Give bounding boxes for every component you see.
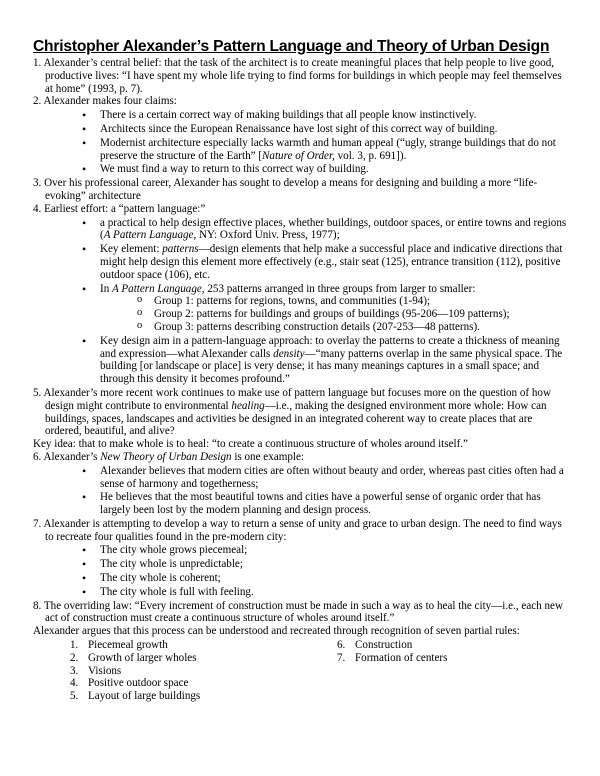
key-idea: Key idea: that to make whole is to heal: “to create a continuous structure of wholes around itself.”: [33, 438, 468, 451]
point-6-list: [33, 465, 567, 517]
point-1: 1. Alexander’s central belief: that the task of the architect is to create meaningful places that help people to live good, productive lives: “I have spent my whole life trying to find forms for buildings in which people may feel themselves at home” (1993, p. 7).: [33, 57, 562, 95]
list-item: • We must find a way to return to this correct way of building.: [100, 163, 567, 176]
point-4-list: [33, 217, 567, 386]
rule-item: 1. Piecemeal growth: [70, 639, 168, 652]
rules-left-column: [33, 639, 333, 703]
rules-list-right: [333, 639, 563, 665]
group-item: o Group 1: patterns for regions, towns, and communities (1-94);: [154, 295, 567, 308]
rule-item: 4. Positive outdoor space: [70, 677, 189, 690]
list-item: • Architects since the European Renaissance have lost sight of this correct way of building.: [100, 123, 567, 136]
list-item: • Alexander believes that modern cities are often without beauty and order, whereas past cities often had a sense of harmony and togetherness;: [100, 465, 567, 491]
list-item: • He believes that the most beautiful towns and cities have a powerful sense of organic order that has largely been lost by the modern planning and design process.: [100, 491, 567, 517]
rules-right-column: [333, 639, 563, 703]
point-7-list: [33, 544, 567, 598]
list-item: • a practical to help design effective places, whether buildings, outdoor spaces, or entire towns and regions (A Pattern Language, NY: Oxford Univ. Press, 1977);: [100, 217, 567, 243]
point-8: 8. The overriding law: “Every increment of construction must be made in such a way as to heal the city—i.e., each new act of construction must create a continuous structure of wholes around itself.”: [33, 599, 563, 625]
list-item: • There is a certain correct way of making buildings that all people know instinctively.: [100, 109, 567, 122]
group-item: o Group 2: patterns for buildings and groups of buildings (95-206—109 patterns);: [154, 308, 567, 321]
point-2-lead: 2. Alexander makes four claims:: [33, 95, 177, 108]
rules-columns: [33, 639, 567, 703]
list-item: • The city whole is coherent;: [100, 572, 567, 585]
list-item: • Key element: patterns—design elements that help make a successful place and indicative directions that might help design this element more effectively (e.g., stair seat (125), entrance transition (112), positive outdoor space (106), etc.: [100, 243, 567, 281]
point-5: 5. Alexander’s more recent work continues to make use of pattern language but focuses more on the question of how design might contribute to environmental healing—i.e., making the designed environment more whole: How can buildings, spaces, landscapes and activities be designed in an integrated coherent way to create places that are ordered, beautiful, and alive?: [33, 386, 551, 438]
list-item: • Modernist architecture especially lacks warmth and human appeal (“ugly, strange buildings that do not preserve the structure of the Earth” [Nature of Order, vol. 3, p. 691]).: [100, 137, 567, 163]
point-7-lead: 7. Alexander is attempting to develop a way to return a sense of unity and grace to urban design. The need to find ways to recreate four qualities found in the pre-modern city:: [33, 517, 562, 543]
rule-item: 3. Visions: [70, 664, 122, 677]
list-item: • Key design aim in a pattern-language approach: to overlay the patterns to create a thickness of meaning and expression—what Alexander calls density—“many patterns overlap in the same physical space. The building [or landscape or place] is very dense; it has many meanings captures in a small space; and through this density it becomes profound.”: [100, 335, 567, 386]
point-4-lead: 4. Earliest effort: a “pattern language:”: [33, 202, 206, 215]
list-item: • The city whole is full with feeling.: [100, 586, 567, 599]
rule-item: 6. Construction: [337, 639, 413, 652]
point-3: 3. Over his professional career, Alexander has sought to develop a means for designing and building a more “life-evoking” architecture: [33, 177, 538, 202]
rule-item: 2. Growth of larger wholes: [70, 651, 197, 664]
group-list: [100, 295, 567, 333]
page-title: Christopher Alexander’s Pattern Language and Theory of Urban Design: [33, 38, 550, 55]
point-6-lead: 6. Alexander’s New Theory of Urban Design is one example:: [33, 450, 304, 463]
list-item: • The city whole is unpredictable;: [100, 558, 567, 571]
rule-item: 7. Formation of centers: [337, 651, 448, 664]
rules-list-left: [33, 639, 333, 703]
list-item: • In A Pattern Language, 253 patterns arranged in three groups from larger to smaller: o Group 1: patterns for regions, towns, and communities (1-94); o Group 2: patterns for buildings and groups of buildings (95-206—109 patterns); o Group 3: patterns describing construction details (207-253—48 patterns).: [100, 283, 567, 334]
list-item: • The city whole grows piecemeal;: [100, 544, 567, 557]
point-2-list: [33, 109, 567, 176]
group-item: o Group 3: patterns describing construction details (207-253—48 patterns).: [154, 321, 567, 334]
rules-lead: Alexander argues that this process can be understood and recreated through recognition of seven partial rules:: [33, 625, 520, 638]
rule-item: 5. Layout of large buildings: [70, 690, 201, 703]
